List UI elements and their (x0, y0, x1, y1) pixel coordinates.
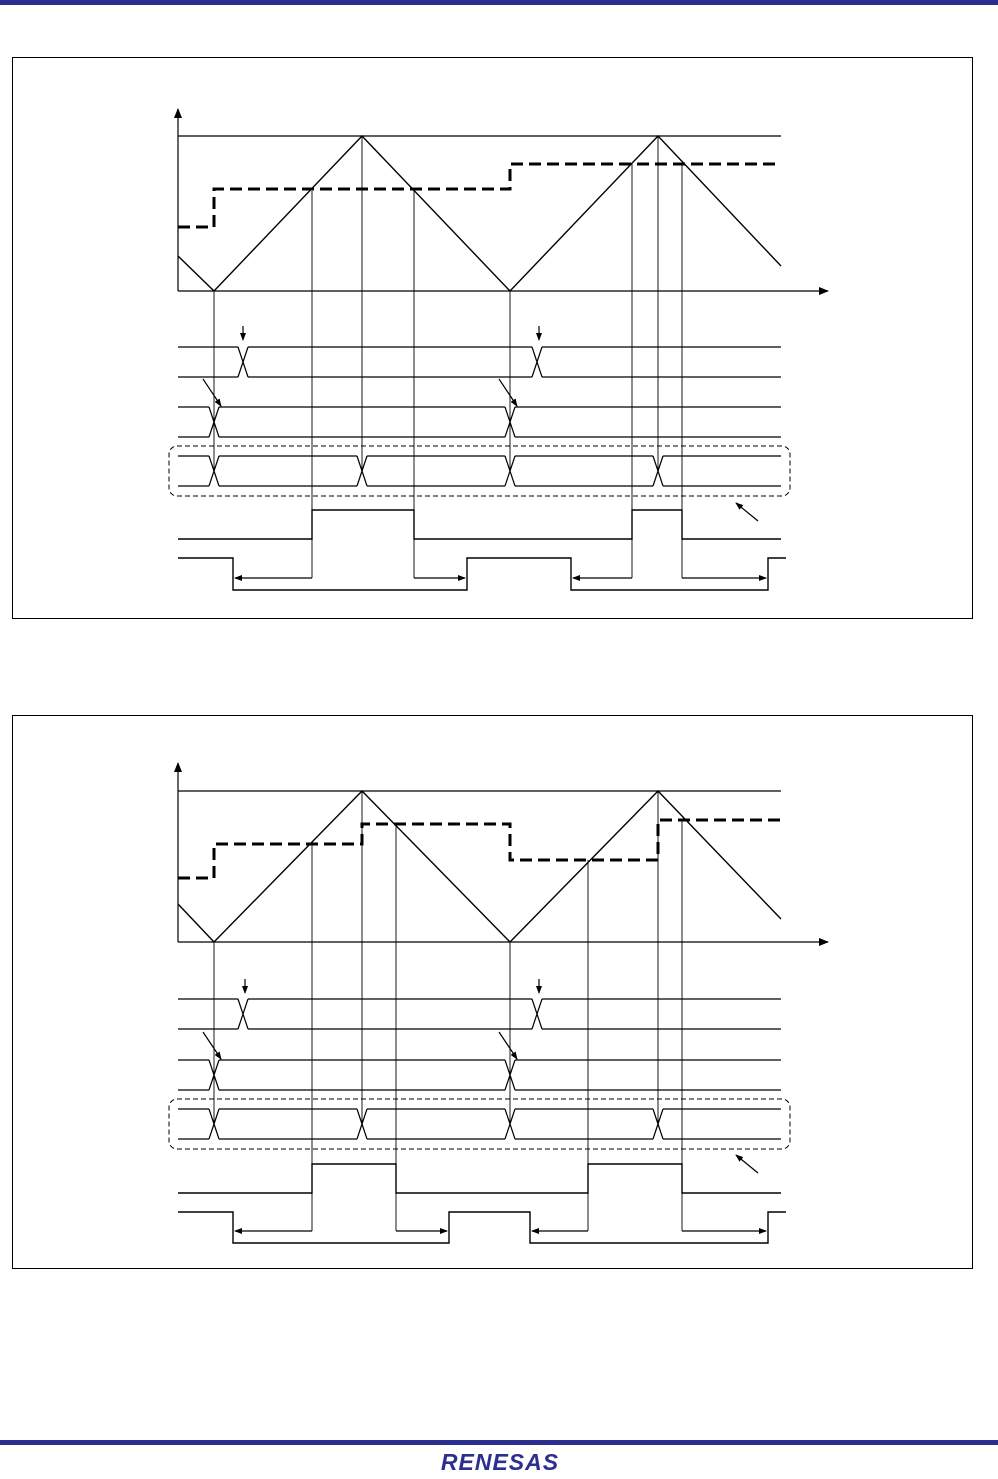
compare-register-row (178, 379, 781, 437)
buffer-register-row (178, 326, 781, 377)
output-wave-positive (178, 510, 781, 539)
state-row (178, 456, 781, 486)
carrier-wave (178, 136, 781, 291)
compare-level (178, 164, 781, 227)
timing-diagram-1 (12, 57, 973, 619)
timing-diagram-2-svg (13, 716, 974, 1270)
highlight-pointer (736, 503, 758, 521)
timing-diagram-1-svg (13, 58, 974, 620)
footer-rule (0, 1440, 998, 1445)
timing-markers (214, 791, 682, 1231)
highlight-pointer (736, 1155, 758, 1173)
timing-diagram-2 (12, 715, 973, 1269)
output-wave-negative (178, 1212, 786, 1243)
header-rule (0, 0, 998, 5)
carrier-wave (178, 791, 781, 942)
output-wave-positive (178, 1164, 781, 1193)
highlight-box (169, 446, 790, 496)
compare-level (178, 820, 781, 878)
renesas-logo-text: RENESAS (440, 1450, 560, 1474)
state-row (178, 1109, 781, 1139)
output-wave-negative (178, 558, 786, 590)
timing-markers (214, 136, 682, 578)
highlight-box (169, 1099, 790, 1149)
buffer-register-row (178, 979, 781, 1029)
renesas-logo (412, 1450, 588, 1474)
compare-register-row (178, 1032, 781, 1090)
